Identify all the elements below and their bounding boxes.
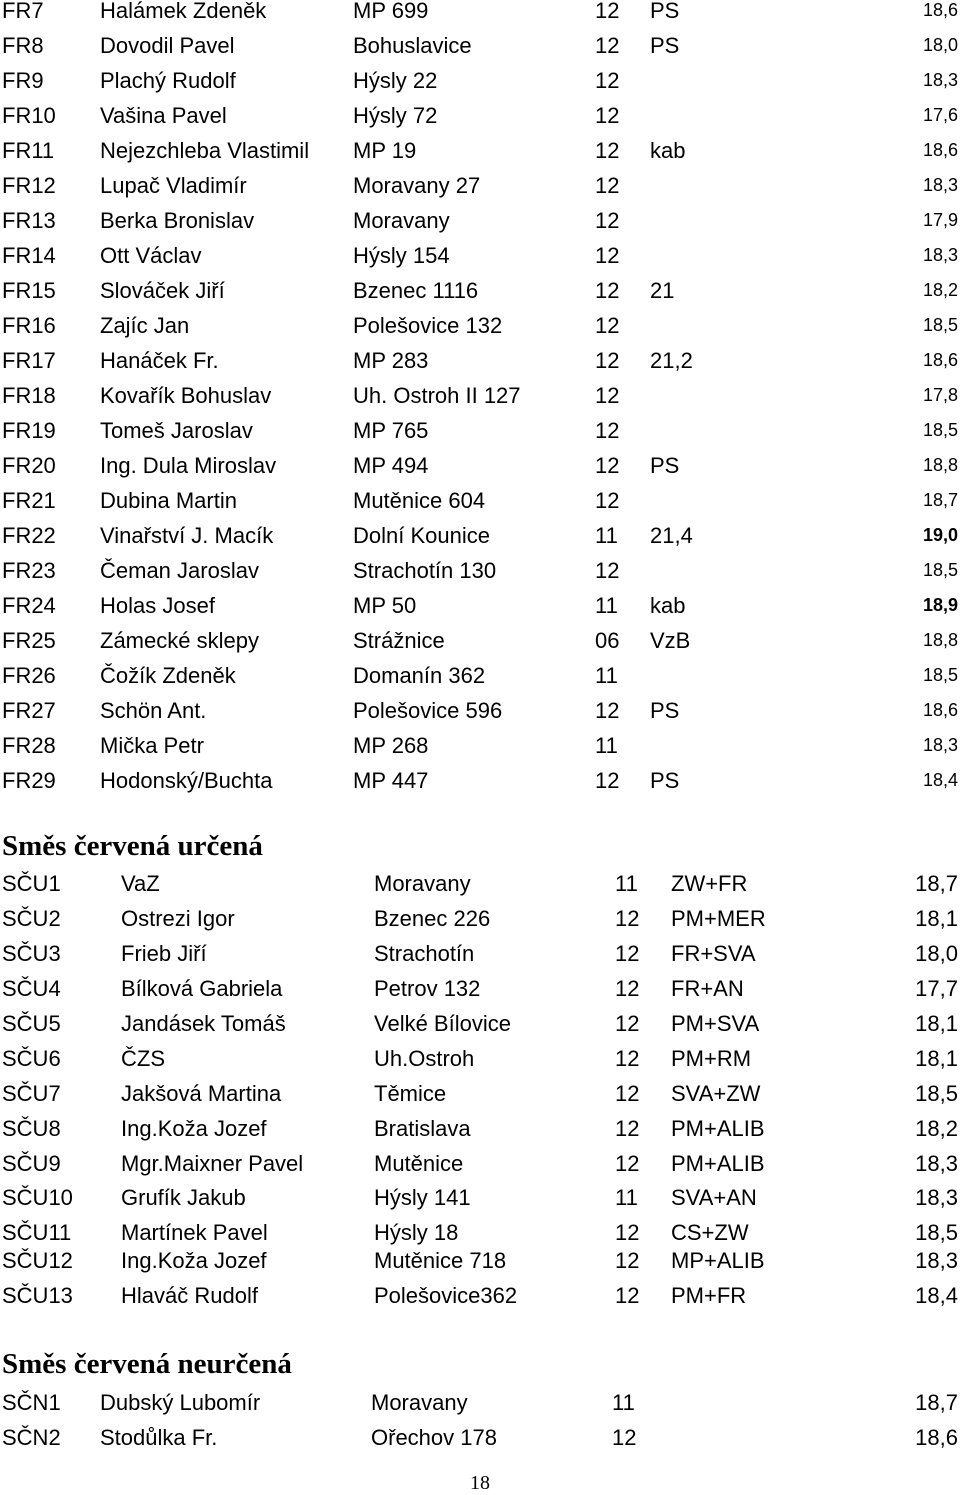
row-place: Bzenec 226 xyxy=(374,906,491,931)
row-place: Polešovice362 xyxy=(374,1283,518,1308)
row-number: 11 xyxy=(595,593,618,618)
row-place: Strážnice xyxy=(353,628,445,653)
row-name: Ing.Koža Jozef xyxy=(121,1116,267,1141)
row-place: Strachotín 130 xyxy=(353,558,497,583)
row-number: 12 xyxy=(615,906,640,931)
row-value: 18,3 xyxy=(922,735,958,755)
table-row xyxy=(0,971,960,1006)
row-place: MP 283 xyxy=(353,348,429,373)
row-place: MP 765 xyxy=(353,418,429,443)
row-place: Moravany xyxy=(353,208,450,233)
row-name: Dovodil Pavel xyxy=(100,33,235,58)
row-number: 12 xyxy=(595,698,620,723)
table-row xyxy=(0,658,960,693)
row-code: SČU11 xyxy=(2,1220,72,1245)
table-row xyxy=(0,343,960,378)
row-name: Mička Petr xyxy=(100,733,204,758)
row-note: FR+AN xyxy=(671,976,744,1001)
row-note: PM+MER xyxy=(671,906,766,931)
row-place: MP 50 xyxy=(353,593,417,618)
row-number: 12 xyxy=(595,768,620,793)
table-row xyxy=(0,133,960,168)
row-note: SVA+AN xyxy=(671,1185,757,1210)
row-code: FR26 xyxy=(2,663,56,688)
row-name: Martínek Pavel xyxy=(121,1220,268,1245)
row-note: VzB xyxy=(650,628,691,653)
table-row xyxy=(0,1385,960,1420)
table-row xyxy=(0,448,960,483)
row-value: 18,5 xyxy=(915,1081,958,1106)
row-place: Moravany 27 xyxy=(353,173,481,198)
row-place: Bohuslavice xyxy=(353,33,472,58)
row-number: 11 xyxy=(595,733,618,758)
row-value: 18,4 xyxy=(922,770,958,790)
row-number: 12 xyxy=(615,1151,640,1176)
row-value: 17,8 xyxy=(922,385,958,405)
row-number: 12 xyxy=(615,1046,640,1071)
row-number: 12 xyxy=(595,68,620,93)
row-value: 18,0 xyxy=(915,941,958,966)
row-value: 18,2 xyxy=(915,1116,958,1141)
table-row xyxy=(0,168,960,203)
row-note: PM+ALIB xyxy=(671,1116,765,1141)
table-row xyxy=(0,1076,960,1111)
row-name: Vašina Pavel xyxy=(100,103,227,128)
table-row xyxy=(0,378,960,413)
row-name: Zámecké sklepy xyxy=(100,628,259,653)
row-value: 18,7 xyxy=(915,1390,958,1415)
row-note: 21,2 xyxy=(650,348,693,373)
row-code: SČU3 xyxy=(2,941,61,966)
row-place: Moravany xyxy=(374,871,471,896)
row-number: 12 xyxy=(595,103,620,128)
section-heading-urcena: Směs červená určená xyxy=(2,830,263,862)
row-code: FR12 xyxy=(2,173,56,198)
section-heading-neurcena: Směs červená neurčená xyxy=(2,1348,292,1380)
row-value: 19,0 xyxy=(922,525,958,545)
row-note: kab xyxy=(650,593,686,618)
row-name: Ing.Koža Jozef xyxy=(121,1248,267,1273)
row-code: FR28 xyxy=(2,733,56,758)
row-value: 17,7 xyxy=(915,976,958,1001)
row-number: 11 xyxy=(615,1185,638,1210)
row-place: Petrov 132 xyxy=(374,976,481,1001)
table-row xyxy=(0,623,960,658)
row-name: Stodůlka Fr. xyxy=(100,1425,218,1450)
row-value: 18,3 xyxy=(922,175,958,195)
row-name: Hanáček Fr. xyxy=(100,348,219,373)
row-place: Hýsly 141 xyxy=(374,1185,471,1210)
row-value: 18,6 xyxy=(922,350,958,370)
row-name: Hlaváč Rudolf xyxy=(121,1283,258,1308)
row-code: SČU13 xyxy=(2,1283,73,1308)
row-number: 12 xyxy=(615,1116,640,1141)
row-note: ZW+FR xyxy=(671,871,748,896)
row-code: FR27 xyxy=(2,698,56,723)
row-number: 12 xyxy=(595,33,620,58)
row-number: 12 xyxy=(615,976,640,1001)
row-number: 12 xyxy=(615,1283,640,1308)
row-place: Bzenec 1116 xyxy=(353,278,479,303)
table-row xyxy=(0,866,960,901)
row-value: 18,3 xyxy=(915,1151,958,1176)
row-name: Ostrezi Igor xyxy=(121,906,235,931)
table-row xyxy=(0,763,960,798)
row-code: FR16 xyxy=(2,313,56,338)
row-code: SČU2 xyxy=(2,906,61,931)
row-name: ČZS xyxy=(121,1046,165,1071)
row-name: VaZ xyxy=(121,871,160,896)
row-name: Čožík Zdeněk xyxy=(100,663,236,688)
table-row xyxy=(0,518,960,553)
table-row xyxy=(0,413,960,448)
row-name: Tomeš Jaroslav xyxy=(100,418,253,443)
row-place: Moravany xyxy=(371,1390,468,1415)
table-row xyxy=(0,1420,960,1455)
row-value: 18,1 xyxy=(915,1046,958,1071)
row-place: Polešovice 132 xyxy=(353,313,503,338)
row-note: MP+ALIB xyxy=(671,1248,765,1273)
row-place: Uh.Ostroh xyxy=(374,1046,475,1071)
row-name: Plachý Rudolf xyxy=(100,68,236,93)
row-number: 11 xyxy=(615,871,638,896)
row-place: Polešovice 596 xyxy=(353,698,503,723)
row-note: PS xyxy=(650,0,680,23)
row-name: Holas Josef xyxy=(100,593,215,618)
row-code: SČU7 xyxy=(2,1081,61,1106)
row-number: 12 xyxy=(595,243,620,268)
row-value: 18,8 xyxy=(922,455,958,475)
table-row xyxy=(0,936,960,971)
table-row xyxy=(0,63,960,98)
row-code: FR7 xyxy=(2,0,44,23)
row-value: 18,3 xyxy=(915,1248,958,1273)
row-code: FR15 xyxy=(2,278,56,303)
row-code: FR11 xyxy=(2,138,55,163)
row-value: 18,0 xyxy=(922,35,958,55)
table-row xyxy=(0,1111,960,1146)
row-place: MP 447 xyxy=(353,768,429,793)
row-code: SČN1 xyxy=(2,1390,61,1415)
row-note: kab xyxy=(650,138,686,163)
row-name: Lupač Vladimír xyxy=(100,173,247,198)
row-place: MP 19 xyxy=(353,138,417,163)
row-code: FR24 xyxy=(2,593,56,618)
table-row xyxy=(0,0,960,28)
row-name: Grufík Jakub xyxy=(121,1185,246,1210)
row-value: 18,5 xyxy=(922,665,958,685)
row-place: MP 494 xyxy=(353,453,429,478)
row-value: 18,3 xyxy=(922,70,958,90)
row-place: Mutěnice xyxy=(374,1151,464,1176)
row-place: MP 268 xyxy=(353,733,429,758)
row-note: PM+SVA xyxy=(671,1011,760,1036)
row-note: PM+ALIB xyxy=(671,1151,765,1176)
row-name: Schön Ant. xyxy=(100,698,207,723)
row-place: Domanín 362 xyxy=(353,663,486,688)
row-code: FR13 xyxy=(2,208,56,233)
row-code: FR21 xyxy=(2,488,56,513)
row-number: 12 xyxy=(595,453,620,478)
row-name: Bílková Gabriela xyxy=(121,976,283,1001)
row-place: Velké Bílovice xyxy=(374,1011,511,1036)
row-name: Nejezchleba Vlastimil xyxy=(100,138,310,163)
row-number: 12 xyxy=(595,0,620,23)
table-row xyxy=(0,693,960,728)
row-name: Slováček Jiří xyxy=(100,278,225,303)
row-code: SČU1 xyxy=(2,871,61,896)
row-number: 12 xyxy=(595,383,620,408)
row-value: 18,6 xyxy=(915,1425,958,1450)
row-note: 21,4 xyxy=(650,523,693,548)
row-value: 18,6 xyxy=(922,0,958,20)
row-value: 18,3 xyxy=(922,245,958,265)
row-code: SČU8 xyxy=(2,1116,61,1141)
table-row xyxy=(0,728,960,763)
row-note: FR+SVA xyxy=(671,941,756,966)
row-number: 12 xyxy=(595,208,620,233)
row-note: PS xyxy=(650,453,680,478)
row-note: PS xyxy=(650,768,680,793)
row-value: 18,7 xyxy=(915,871,958,896)
table-row xyxy=(0,273,960,308)
row-place: Mutěnice 718 xyxy=(374,1248,507,1273)
row-code: FR9 xyxy=(2,68,44,93)
row-name: Ing. Dula Miroslav xyxy=(100,453,277,478)
row-note: PS xyxy=(650,33,680,58)
table-row xyxy=(0,1243,960,1278)
row-note: SVA+ZW xyxy=(671,1081,761,1106)
row-value: 18,1 xyxy=(915,1011,958,1036)
table-row xyxy=(0,238,960,273)
row-name: Berka Bronislav xyxy=(100,208,255,233)
row-number: 11 xyxy=(595,523,618,548)
row-name: Dubina Martin xyxy=(100,488,237,513)
row-name: Vinařství J. Macík xyxy=(100,523,274,548)
row-place: Hýsly 72 xyxy=(353,103,438,128)
row-value: 18,8 xyxy=(922,630,958,650)
row-note: PM+RM xyxy=(671,1046,752,1071)
row-place: MP 699 xyxy=(353,0,429,23)
row-code: SČU12 xyxy=(2,1248,73,1273)
row-place: Hýsly 22 xyxy=(353,68,438,93)
row-value: 18,7 xyxy=(922,490,958,510)
row-place: Uh. Ostroh II 127 xyxy=(353,383,521,408)
row-number: 12 xyxy=(615,1081,640,1106)
table-row xyxy=(0,1278,960,1313)
row-value: 18,4 xyxy=(915,1283,958,1308)
row-code: FR18 xyxy=(2,383,56,408)
row-place: Hýsly 18 xyxy=(374,1220,459,1245)
row-value: 18,3 xyxy=(915,1185,958,1210)
row-value: 18,5 xyxy=(922,560,958,580)
row-number: 12 xyxy=(595,313,620,338)
row-number: 11 xyxy=(595,663,618,688)
row-value: 18,9 xyxy=(922,595,958,615)
row-note: 21 xyxy=(650,278,675,303)
row-code: FR17 xyxy=(2,348,56,373)
table-row xyxy=(0,203,960,238)
row-value: 18,6 xyxy=(922,140,958,160)
row-code: SČN2 xyxy=(2,1425,61,1450)
table-row xyxy=(0,98,960,133)
row-name: Jakšová Martina xyxy=(121,1081,282,1106)
row-name: Frieb Jiří xyxy=(121,941,207,966)
row-code: FR23 xyxy=(2,558,56,583)
table-row xyxy=(0,308,960,343)
row-name: Mgr.Maixner Pavel xyxy=(121,1151,304,1176)
row-name: Dubský Lubomír xyxy=(100,1390,261,1415)
row-code: SČU10 xyxy=(2,1185,73,1210)
row-name: Jandásek Tomáš xyxy=(121,1011,286,1036)
row-number: 12 xyxy=(595,488,620,513)
row-name: Čeman Jaroslav xyxy=(100,558,259,583)
row-note: PS xyxy=(650,698,680,723)
table-row xyxy=(0,1146,960,1181)
row-number: 12 xyxy=(595,173,620,198)
row-place: Strachotín xyxy=(374,941,475,966)
row-code: FR10 xyxy=(2,103,56,128)
row-number: 12 xyxy=(595,138,620,163)
row-number: 06 xyxy=(595,628,620,653)
row-name: Halámek Zdeněk xyxy=(100,0,267,23)
row-number: 12 xyxy=(595,418,620,443)
row-value: 17,6 xyxy=(922,105,958,125)
row-place: Ořechov 178 xyxy=(371,1425,497,1450)
row-number: 12 xyxy=(615,941,640,966)
row-value: 18,5 xyxy=(922,420,958,440)
table-row xyxy=(0,28,960,63)
row-code: SČU5 xyxy=(2,1011,61,1036)
row-value: 18,5 xyxy=(915,1220,958,1245)
row-name: Ott Václav xyxy=(100,243,202,268)
row-value: 17,9 xyxy=(922,210,958,230)
row-code: FR29 xyxy=(2,768,56,793)
row-code: FR25 xyxy=(2,628,56,653)
table-row xyxy=(0,588,960,623)
table-row xyxy=(0,483,960,518)
row-code: FR8 xyxy=(2,33,44,58)
row-value: 18,6 xyxy=(922,700,958,720)
row-place: Hýsly 154 xyxy=(353,243,450,268)
row-number: 12 xyxy=(595,278,620,303)
row-note: PM+FR xyxy=(671,1283,747,1308)
row-place: Dolní Kounice xyxy=(353,523,490,548)
row-code: SČU6 xyxy=(2,1046,61,1071)
table-row xyxy=(0,901,960,936)
row-place: Mutěnice 604 xyxy=(353,488,486,513)
row-number: 11 xyxy=(612,1390,635,1415)
row-code: SČU4 xyxy=(2,976,61,1001)
page-number: 18 xyxy=(470,1472,490,1494)
row-code: FR20 xyxy=(2,453,56,478)
row-name: Kovařík Bohuslav xyxy=(100,383,272,408)
row-number: 12 xyxy=(595,348,620,373)
row-name: Zajíc Jan xyxy=(100,313,190,338)
row-number: 12 xyxy=(595,558,620,583)
table-row xyxy=(0,1041,960,1076)
row-number: 12 xyxy=(615,1220,640,1245)
row-number: 12 xyxy=(612,1425,637,1450)
row-place: Těmice xyxy=(374,1081,447,1106)
table-row xyxy=(0,1006,960,1041)
table-row xyxy=(0,1180,960,1215)
row-code: FR19 xyxy=(2,418,56,443)
row-value: 18,2 xyxy=(922,280,958,300)
row-number: 12 xyxy=(615,1011,640,1036)
row-value: 18,5 xyxy=(922,315,958,335)
table-row xyxy=(0,553,960,588)
row-name: Hodonský/Buchta xyxy=(100,768,273,793)
row-value: 18,1 xyxy=(915,906,958,931)
row-number: 12 xyxy=(615,1248,640,1273)
row-code: SČU9 xyxy=(2,1151,61,1176)
row-place: Bratislava xyxy=(374,1116,471,1141)
row-note: CS+ZW xyxy=(671,1220,749,1245)
row-code: FR22 xyxy=(2,523,56,548)
row-code: FR14 xyxy=(2,243,56,268)
